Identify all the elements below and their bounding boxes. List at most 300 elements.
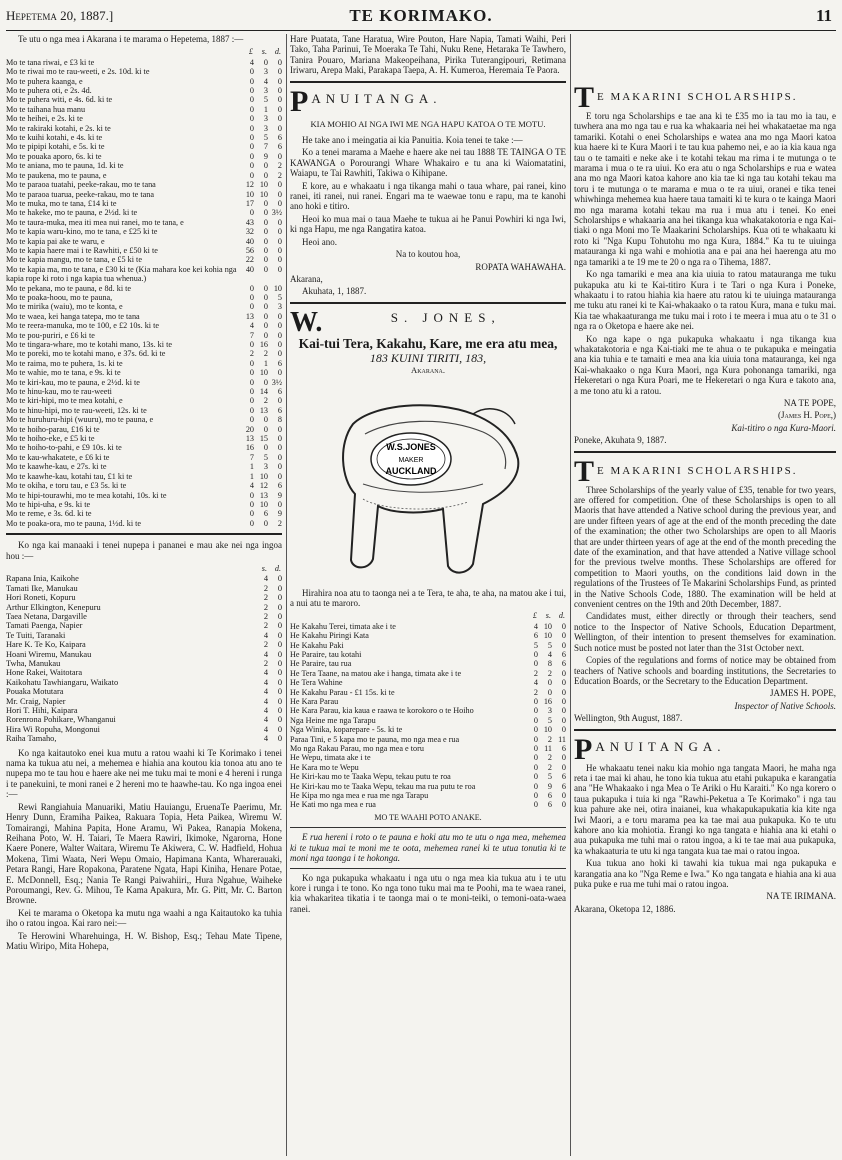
row-amount: 0: [277, 198, 282, 208]
notice-closing: Na to koutou hoa,: [395, 249, 461, 260]
row-amount: 0: [277, 621, 282, 631]
row-label: Mo te huruhuru-hipi (wuuru), mo te pauna, e: [6, 415, 154, 425]
row-amount: 0: [249, 283, 254, 293]
row-amount: 0: [249, 161, 254, 171]
row-amount: 6: [277, 481, 282, 491]
table-row: [6, 86, 282, 95]
table-row: [290, 800, 566, 809]
row-amount: 4: [249, 481, 254, 491]
row-label: Mo te taura-muka, mea iti mea nui ranei, mo te tana, e: [6, 217, 184, 227]
table-row: [6, 105, 282, 114]
table-row: [6, 640, 282, 649]
row-label: Mo te paukena, mo te pauna, e: [6, 170, 107, 180]
row-amount: 0: [263, 415, 268, 425]
row-label: Mo te kapia haere mai i te Rawhiti, e £50 ki te: [6, 245, 158, 255]
notice-signer: JAMES H. POPE,: [769, 688, 836, 699]
row-label: He Kakahu Parau - £1 15s. ki te: [290, 687, 395, 697]
row-amount: 5: [547, 640, 552, 650]
row-amount: 0: [533, 659, 538, 669]
row-amount: 0: [277, 104, 282, 114]
row-label: Twha, Manukau: [6, 659, 61, 668]
row-label: Mo te puhera witi, e 4s. 6d. ki te: [6, 95, 113, 105]
notice-date: Akarana, Oketopa 12, 1886.: [574, 903, 676, 914]
notice-paragraph: Heoi ano.: [302, 236, 337, 247]
notice-paragraph: Kua tukua ano hoki ki tawahi kia tukua mai nga pukapuka e karangatia ana ko "Nga Reme e Iwa." Ko nga tangata e hiahia ana ki aua puka puke e rua me tuhi mai o ratou ingoa.: [574, 858, 836, 889]
row-amount: 0: [277, 706, 282, 716]
row-amount: 0: [249, 302, 254, 312]
row-amount: 13: [245, 311, 254, 321]
table-row: [6, 378, 282, 387]
row-amount: 0: [277, 189, 282, 199]
row-amount: 0: [277, 311, 282, 321]
row-label: Mo te pou-puriri, e £6 ki te: [6, 330, 95, 340]
section-divider: [290, 827, 566, 828]
row-amount: 12: [259, 481, 268, 491]
row-amount: 0: [263, 518, 268, 528]
advertiser-name: S. JONES,: [390, 309, 501, 325]
notice-date: Akuhata, 1, 1887.: [302, 286, 367, 297]
row-amount: 2: [277, 518, 282, 528]
table-row: [290, 688, 566, 697]
row-label: Mo te paraoa tuarua, peeke-rakau, mo te tana: [6, 189, 154, 199]
row-label: Rapana Inia, Kaikohe: [6, 574, 79, 584]
table-row: [6, 574, 282, 583]
row-amount: 0: [249, 518, 254, 528]
row-amount: 0: [277, 340, 282, 349]
row-label: Hori Roneti, Kopuru: [6, 593, 76, 603]
row-amount: 0: [249, 86, 254, 96]
row-amount: 5: [533, 640, 538, 650]
row-amount: 0: [277, 602, 282, 612]
row-label: Mo te kuihi kotahi, e 4s. ki te: [6, 133, 103, 143]
row-amount: 2: [277, 161, 282, 171]
table-row: [6, 715, 282, 724]
row-amount: 0: [561, 762, 566, 772]
row-label: Mo te wahie, mo te tana, e 9s. ki te: [6, 368, 121, 378]
table-row: [6, 255, 282, 264]
row-amount: 0: [263, 330, 268, 340]
row-amount: 7: [263, 142, 268, 152]
row-label: He Kakahu Piringi Kata: [290, 631, 369, 641]
ad-footnote: Ko nga pukapuka whakaatu i nga utu o nga mea kia tukua atu i te utu kore i runga i te tono. Ko nga tono tuku mai ma te Poohi, ma te waea ranei, kia whakaritea tikatia i te taonga mai o te moni-teiki, o temoni-oata-waea ranei.: [290, 872, 566, 914]
row-label: Mo te poaka-hoou, mo te pauna,: [6, 292, 113, 302]
row-amount: 0: [249, 76, 254, 86]
row-amount: 0: [561, 640, 566, 650]
row-amount: 6: [547, 791, 552, 801]
notice-signer: ROPATA WAHAWAHA.: [475, 261, 566, 272]
table-row: [290, 791, 566, 800]
row-amount: 5: [263, 95, 268, 105]
table-row: [6, 58, 282, 67]
prices-intro: Te utu o nga mea i Akarana i te marama o Hepetema, 1887 :—: [18, 34, 244, 44]
row-amount: 5: [277, 292, 282, 302]
row-label: Rorenrona Pohikare, Whanganui: [6, 715, 116, 725]
row-amount: 0: [263, 236, 268, 246]
table-row: [6, 621, 282, 630]
section-divider: [290, 868, 566, 869]
row-amount: 4: [249, 321, 254, 331]
row-amount: 13: [259, 405, 268, 415]
table-row: [6, 725, 282, 734]
row-amount: 0: [277, 180, 282, 190]
row-amount: 5: [547, 772, 552, 782]
table-row: [6, 368, 282, 377]
row-amount: 16: [543, 697, 552, 706]
row-amount: 9: [547, 781, 552, 791]
row-label: Mo te tingara-whare, mo te kotahi mano, 13s. ki te: [6, 340, 172, 349]
table-row: [6, 668, 282, 677]
row-label: Hoani Wiremu, Manukau: [6, 649, 92, 659]
row-label: Arthur Elkington, Kenepuru: [6, 602, 101, 612]
page-number: 11: [815, 6, 832, 25]
row-amount: 15: [259, 434, 268, 444]
row-amount: 0: [263, 208, 268, 218]
row-label: He Kara Parau, kia kaua e raawa te korokoro o te Hoiho: [290, 706, 474, 716]
notice-role: Kai-titiro o nga Kura-Maori.: [731, 422, 836, 433]
row-amount: 7: [249, 330, 254, 340]
row-amount: 22: [245, 255, 254, 265]
table-row: [290, 744, 566, 753]
row-amount: 4: [263, 630, 268, 640]
row-amount: 0: [277, 649, 282, 659]
row-amount: 9: [263, 151, 268, 161]
row-amount: 0: [277, 123, 282, 133]
row-amount: 3½: [271, 208, 282, 218]
column-1: [6, 34, 282, 1156]
row-amount: 6: [277, 405, 282, 415]
section-divider: [574, 729, 836, 731]
row-amount: 0: [561, 725, 566, 735]
row-amount: 0: [249, 104, 254, 114]
row-amount: 10: [259, 368, 268, 378]
row-amount: 0: [561, 631, 566, 641]
row-label: Mo te kapia mangu, mo te tana, e £5 ki te: [6, 255, 142, 265]
row-amount: 56: [245, 245, 254, 255]
table-row: [290, 725, 566, 734]
panuitanga-notice: [290, 88, 566, 297]
row-amount: 0: [533, 781, 538, 791]
row-label: Mo te kaawhe-kau, kotahi tau, £1 ki te: [6, 471, 133, 481]
row-amount: 0: [277, 462, 282, 472]
row-label: Mo te reera-manuka, mo te 100, e £2 10s. ki te: [6, 321, 160, 331]
row-amount: 10: [273, 283, 282, 293]
row-amount: 0: [533, 649, 538, 659]
notice-signer: NA TE POPE,: [783, 397, 836, 408]
row-label: Mo te kaawhe-kau, e 27s. ki te: [6, 462, 107, 472]
row-amount: 4: [249, 57, 254, 67]
row-amount: 4: [263, 696, 268, 706]
row-label: Mo te hakeke, mo te pauna, e 2½d. ki te: [6, 208, 138, 218]
table-row: [290, 735, 566, 744]
table-row: [6, 593, 282, 602]
ledger-header: d.: [274, 563, 281, 573]
row-amount: 2: [277, 170, 282, 180]
table-row: [6, 312, 282, 321]
table-row: [290, 716, 566, 725]
row-label: He Tera Taane, na matou ake i hanga, timata ake i te: [290, 668, 462, 678]
row-amount: 0: [249, 396, 254, 406]
row-label: Mo te pipipi kotahi, e 5s. ki te: [6, 142, 105, 152]
row-amount: 4: [547, 649, 552, 659]
row-amount: 32: [245, 227, 254, 237]
row-amount: 2: [547, 753, 552, 763]
row-label: Mo te muka, mo te tana, £14 ki te: [6, 198, 117, 208]
table-row: [6, 227, 282, 236]
row-amount: 0: [561, 621, 566, 631]
row-amount: 10: [259, 471, 268, 481]
row-amount: 3: [263, 114, 268, 124]
row-amount: 0: [277, 264, 282, 274]
row-amount: 0: [249, 340, 254, 349]
donors-paragraph: Ko nga kaitautoko enei kua mutu a ratou waahi ki Te Korimako i tenei nama ka tukua atu nei, a mehemea e hiahia ana koutou kia tonoa atu ano te nupepa mo te tau hou e haere ake nei me tuku mai te moni e 4 hereni i runga i te panekuini, te moni ranei e 2 hereni mo te haawhe-tau. Ko nga ingoa enei :—: [6, 747, 282, 800]
price-table: [6, 46, 282, 528]
table-row: [6, 133, 282, 142]
row-label: Mo te okiha, e toru tau, e £3 5s. ki te: [6, 481, 127, 491]
row-amount: 0: [277, 227, 282, 237]
row-amount: 0: [249, 368, 254, 378]
row-amount: 0: [277, 424, 282, 434]
row-amount: 0: [277, 471, 282, 481]
row-amount: 0: [561, 697, 566, 706]
row-label: Mo te hinu-kau, mo te rau-weeti: [6, 387, 112, 397]
notice-place: Akarana,: [290, 273, 323, 284]
row-amount: 0: [533, 744, 538, 754]
row-amount: 0: [277, 368, 282, 378]
row-amount: 0: [277, 396, 282, 406]
row-amount: 0: [249, 509, 254, 519]
advertiser-trade: Kai-tui Tera, Kakahu, Kare, me era atu mea,: [298, 335, 558, 351]
row-label: Mo te paraoa tuatahi, peeke-rakau, mo te tana: [6, 180, 156, 190]
row-amount: 2: [263, 349, 268, 359]
row-amount: 2: [547, 762, 552, 772]
row-amount: 0: [533, 697, 538, 706]
row-amount: 2: [263, 621, 268, 631]
row-amount: 0: [277, 630, 282, 640]
notice-paragraph: He whakaatu tenei naku kia mohio nga tangata Maori, he maha nga reta i tae mai ki ahau, he tono kia tukua atu etahi pukapuka e karangatia ana "He Whakaako i nga Mea o Te Ariki o Hu Karaiti." Ko nga korero o taua pukapuka i tuia ki nga "Rawhi-Peketua a Te Korimako" i nga tau kua pahure ake nei, otira inaianei, kua whakapukapukatia kia kite nga Iwi Maori, a e toru marama pea ka tae mai aua pukapuka. Ko te utu kahore ano kia mohiotia. Erangi ko nga tangata e hiahia ana ki etahi o aua pukapuka me tuhi mai o ratou ingoa, a ki te tae mai aua pukapuka, ka whakaaturia te utu ki nga tangata kua tae mai o ratou ingoa.: [574, 762, 836, 856]
ledger-header: £: [532, 611, 537, 621]
saddle-illustration: [323, 384, 533, 584]
table-row: [6, 237, 282, 246]
row-amount: 3: [263, 86, 268, 96]
row-amount: 10: [543, 631, 552, 641]
row-amount: 4: [263, 734, 268, 744]
row-amount: 10: [259, 180, 268, 190]
row-amount: 0: [263, 264, 268, 274]
row-amount: 0: [263, 443, 268, 453]
row-label: Mo te heihei, e 2s. ki te: [6, 114, 83, 124]
table-row: [6, 631, 282, 640]
table-row: [6, 114, 282, 123]
row-amount: 0: [249, 67, 254, 77]
row-label: Te Tuiti, Taranaki: [6, 630, 66, 640]
row-amount: 3: [263, 67, 268, 77]
row-amount: 10: [259, 499, 268, 509]
row-amount: 0: [249, 151, 254, 161]
row-amount: 0: [249, 142, 254, 152]
closing-names: Te Herowini Wharehuinga, H. W. Bishop, Esq.; Tehau Mate Tipene, Matiu Wiripo, Mita Hohepa,: [6, 930, 282, 951]
row-amount: 0: [249, 114, 254, 124]
row-amount: 2: [249, 349, 254, 359]
table-row: [6, 603, 282, 612]
row-amount: 0: [277, 687, 282, 697]
row-amount: 0: [277, 86, 282, 96]
table-row: [6, 519, 282, 528]
row-amount: 0: [277, 236, 282, 246]
row-label: Mo te mirika (waiu), mo te konta, e: [6, 302, 123, 312]
issue-date: Hepetema 20, 1887.]: [6, 8, 114, 23]
row-amount: 12: [245, 180, 254, 190]
section-divider: [6, 533, 282, 535]
row-amount: 0: [263, 292, 268, 302]
row-amount: 0: [533, 791, 538, 801]
row-amount: 0: [263, 302, 268, 312]
notice-paragraph: Ko a tenei marama a Maehe e haere ake nei tau 1888 TE TAINGA O TE KAWANGA o Porourangi Whare Whakairo e tu ana ki Waiomatatini, Waiapu, te Tai Rawhiti, Takiwa o Kihipane.: [290, 147, 566, 179]
ad-paragraph: Hirahira noa atu to taonga nei a te Tera, te aha, te aha, na matou ake i tui, a nui atu te maroro.: [290, 587, 566, 608]
row-amount: 0: [561, 753, 566, 763]
row-label: He Kiri-kau mo te Taaka Wepu, tekau ma rua putu te roa: [290, 781, 476, 791]
row-amount: 20: [245, 424, 254, 434]
table-row: [6, 453, 282, 462]
jones-advertisement: [290, 309, 566, 914]
row-amount: 0: [561, 800, 566, 810]
row-amount: 0: [263, 170, 268, 180]
stamp-text: MAKER: [398, 456, 424, 464]
row-amount: 0: [277, 659, 282, 668]
table-row: [6, 321, 282, 330]
row-label: He Paraire, tau rua: [290, 659, 352, 669]
row-amount: 10: [543, 621, 552, 631]
row-amount: 0: [561, 706, 566, 716]
table-row: [6, 77, 282, 86]
row-amount: 2: [263, 659, 268, 668]
table-row: [6, 152, 282, 161]
row-amount: 4: [263, 574, 268, 584]
row-amount: 2: [263, 396, 268, 406]
row-label: He Kipa mo nga mea e rua me nga Tarapu: [290, 791, 429, 801]
row-amount: 8: [547, 659, 552, 669]
table-row: [290, 631, 566, 640]
row-amount: 0: [561, 687, 566, 697]
row-amount: 0: [561, 678, 566, 688]
row-amount: 16: [245, 443, 254, 453]
table-row: [6, 349, 282, 358]
row-label: Mo te tana riwai, e £3 ki te: [6, 57, 95, 67]
row-label: Taea Netana, Dargaville: [6, 611, 87, 621]
table-row: [6, 302, 282, 311]
table-row: [290, 650, 566, 659]
table-row: [6, 359, 282, 368]
table-row: [6, 95, 282, 104]
row-amount: 0: [533, 753, 538, 763]
row-amount: 9: [277, 509, 282, 519]
row-amount: 40: [245, 236, 254, 246]
ledger-header: s.: [261, 47, 267, 57]
table-row: [6, 434, 282, 443]
row-amount: 0: [533, 800, 538, 810]
table-row: [290, 706, 566, 715]
row-amount: 6: [263, 509, 268, 519]
ledger-header: £: [248, 47, 253, 57]
table-row: [6, 481, 282, 490]
table-row: [6, 415, 282, 424]
row-amount: 2: [263, 593, 268, 603]
row-amount: 0: [263, 217, 268, 227]
section-divider: [290, 81, 566, 83]
row-amount: 6: [277, 387, 282, 397]
row-amount: 0: [249, 133, 254, 143]
table-row: [290, 782, 566, 791]
row-label: He Wepu, timata ake i te: [290, 753, 371, 763]
table-row: [6, 180, 282, 189]
names-continued: Hare Puatata, Tane Haratua, Wire Pouton, Hare Napia, Tamati Waihi, Peri Tako, Taha Parinui, Te Moeraka Te Tahi, Nuku Rene, Hetaraka Te Tawhero, Tanira Pouaro, Mariana Makeopeihana, Pirika Tuterangipouri, Retimana Iriwaru, Arepa Maki, Parakapa Taepa, A. H. Kumeroa, Heremaia Te Paora.: [290, 34, 566, 76]
drop-cap: T: [574, 84, 595, 111]
row-amount: 6: [561, 772, 566, 782]
table-row: [6, 491, 282, 500]
row-label: Mo te kapia ma, mo te tana, e £30 ki te (Kia mahara koe kei kohia nga kapia rope ki roto i nga kapia tua whenua.): [6, 264, 237, 284]
row-amount: 0: [263, 161, 268, 171]
table-row: [290, 641, 566, 650]
row-label: Mo te rakiraki kotahi, e 2s. ki te: [6, 123, 111, 133]
row-amount: 2: [547, 734, 552, 744]
notice-role: Inspector of Native Schools.: [734, 700, 836, 711]
row-label: Mo te hoiho-parau, £16 ki te: [6, 424, 100, 434]
row-label: Mo te puhera oti, e 2s. 4d.: [6, 86, 92, 96]
row-amount: 0: [547, 678, 552, 688]
row-label: Mo te pekana, mo te pauna, e 8d. ki te: [6, 283, 132, 293]
table-row: [6, 199, 282, 208]
row-amount: 0: [263, 57, 268, 67]
notice-paragraph: E toru nga Scholarships e tae ana ki te £35 mo ia tau mo ia tau, e tuwhera ana mo nga tau e rua ka whakaaria nei hei whakataetae ma nga tamariki. Kotahi o enei Scholarships e watea ana mo nga Maori katoa kua haere ki te Kura Maori i te tau kua pahemo nei, e ao ia kia kaua nga tau o te tamaiti e neke ake i te kotahi tekau ma rima i te mutunga o te marama i mua o te ra uiui. Ko era atu o nga Scholarships e rua e watea ana mo nga Maori katoa kahore ano kia tae ki nga tau kotahi tekau ma toru i te mutunga o te marama e mua o te ra uiui, oranei e tika tenei whiwhinga mehemea kua haere taua tamaiti ki te kura o te kainga Maori mo nga marama kotahi tekau ma rua i mua atu i tenei. Ko enei Scholarships e whakaaria ana hei tikanga kua whakatakotoria e nga Kai-tiaki o nga Moni mo Te Maakarini Scholarships. Kua oti te whakaatu ki roto ki "Nga Kupu Tohutohu mo nga Kura, 1884." Ka tu te uiuinga matauranga ki nga wahi e mohiotia ana e pai ana hei haerenga atu mo nga tamariki a te 19 me te 20 o nga ra o Tihema, 1887.: [574, 111, 836, 267]
table-row: [6, 246, 282, 255]
row-label: Mo te hipi-tourawhi, mo te mea kotahi, 10s. ki te: [6, 490, 167, 500]
row-amount: 0: [249, 377, 254, 387]
drop-cap: P: [574, 735, 593, 763]
goods-table: [290, 610, 566, 810]
row-amount: 5: [547, 715, 552, 725]
row-amount: 1: [263, 358, 268, 368]
row-amount: 0: [533, 706, 538, 716]
ledger-header: d.: [558, 611, 565, 621]
row-label: Mo nga Rakau Parau, mo nga mea e toru: [290, 744, 424, 754]
notice-date: Wellington, 9th August, 1887.: [574, 713, 683, 724]
row-amount: 0: [249, 170, 254, 180]
table-row: [6, 218, 282, 227]
row-amount: 3½: [271, 377, 282, 387]
row-label: He Kakahu Paki: [290, 640, 344, 650]
donors-intro: Ko nga kai manaaki i tenei nupepa i pananei e mau ake nei nga ingoa hou :—: [6, 540, 282, 561]
subscribers-list: Rewi Rangiahuia Manuariki, Matiu Hauiangu, EruenaTe Paerimu, Mr. Henry Dunn, Eramiha Paikea, Rakuara Topia, Heta Paikea, Wiremu W. Tomairangi, Mahina Papita, Hone Aramu, Wi Pakea, Ranapia Mokena, Reihana Poto, W. H. Taiari, Te Maera Rawiri, Ikimoke, Ngarorna, Hone Kaere Ponere, Walter Waitara, Wiremu Te Akiwera, C. W. Hadfield, Hohua Mokena, Timi Waata, Neri Wepu Omaio, Hapimana Kanta, Wharerauaki, Petara Rangi, Hare Ropakona, Paratene Ngata, Hapi Kiniha, Henare Potae, E. McDonnell, Esq.; Nania Te Rangi Paiwahiiri,, Hura Ngahue, Waiheke Poroumangi, Rev. G. Mihou, Te Kama Apakura, Mr. G. Pitt, Mr. C. Barton Browne.: [6, 801, 282, 906]
row-amount: 0: [249, 387, 254, 397]
row-label: Mo te kiri-hipi, mo te mea kotahi, e: [6, 396, 123, 406]
row-amount: 3: [277, 302, 282, 312]
row-amount: 6: [547, 800, 552, 810]
row-amount: 0: [263, 283, 268, 293]
row-amount: 0: [277, 114, 282, 124]
row-amount: 0: [277, 255, 282, 265]
notice-paragraph: Ko nga tamariki e mea ana kia uiuia to ratou matauranga me tuku pukapuka atu ki te Kai-titiro Kura i te Tari o nga Kura i Poneke, whakaatu i to ratou hiahia kia haere atu ratou ki te uiuinga matauranga me tuku atu ranei ki te Kai-whakaako o ta ratou Kura, mana e tuku mai. Kia tae whakaaturanga me tuku mai i roto i te meera i mua atu o te 31 o nga ra o Oketopa e haere ake nei.: [574, 269, 836, 332]
table-row: [6, 124, 282, 133]
row-label: Mo te poaka-ora, mo te pauna, 1½d. ki te: [6, 518, 142, 528]
row-label: Hone Rakei, Waitotara: [6, 668, 83, 678]
row-label: He Kati mo nga mea e rua: [290, 800, 376, 810]
column-2: [290, 34, 566, 1156]
row-amount: 0: [263, 245, 268, 255]
ledger-header: d.: [274, 47, 281, 57]
row-amount: 6: [561, 781, 566, 791]
row-amount: 2: [263, 602, 268, 612]
notice-title: ANUITANGA.: [311, 90, 442, 106]
row-amount: 13: [259, 490, 268, 500]
